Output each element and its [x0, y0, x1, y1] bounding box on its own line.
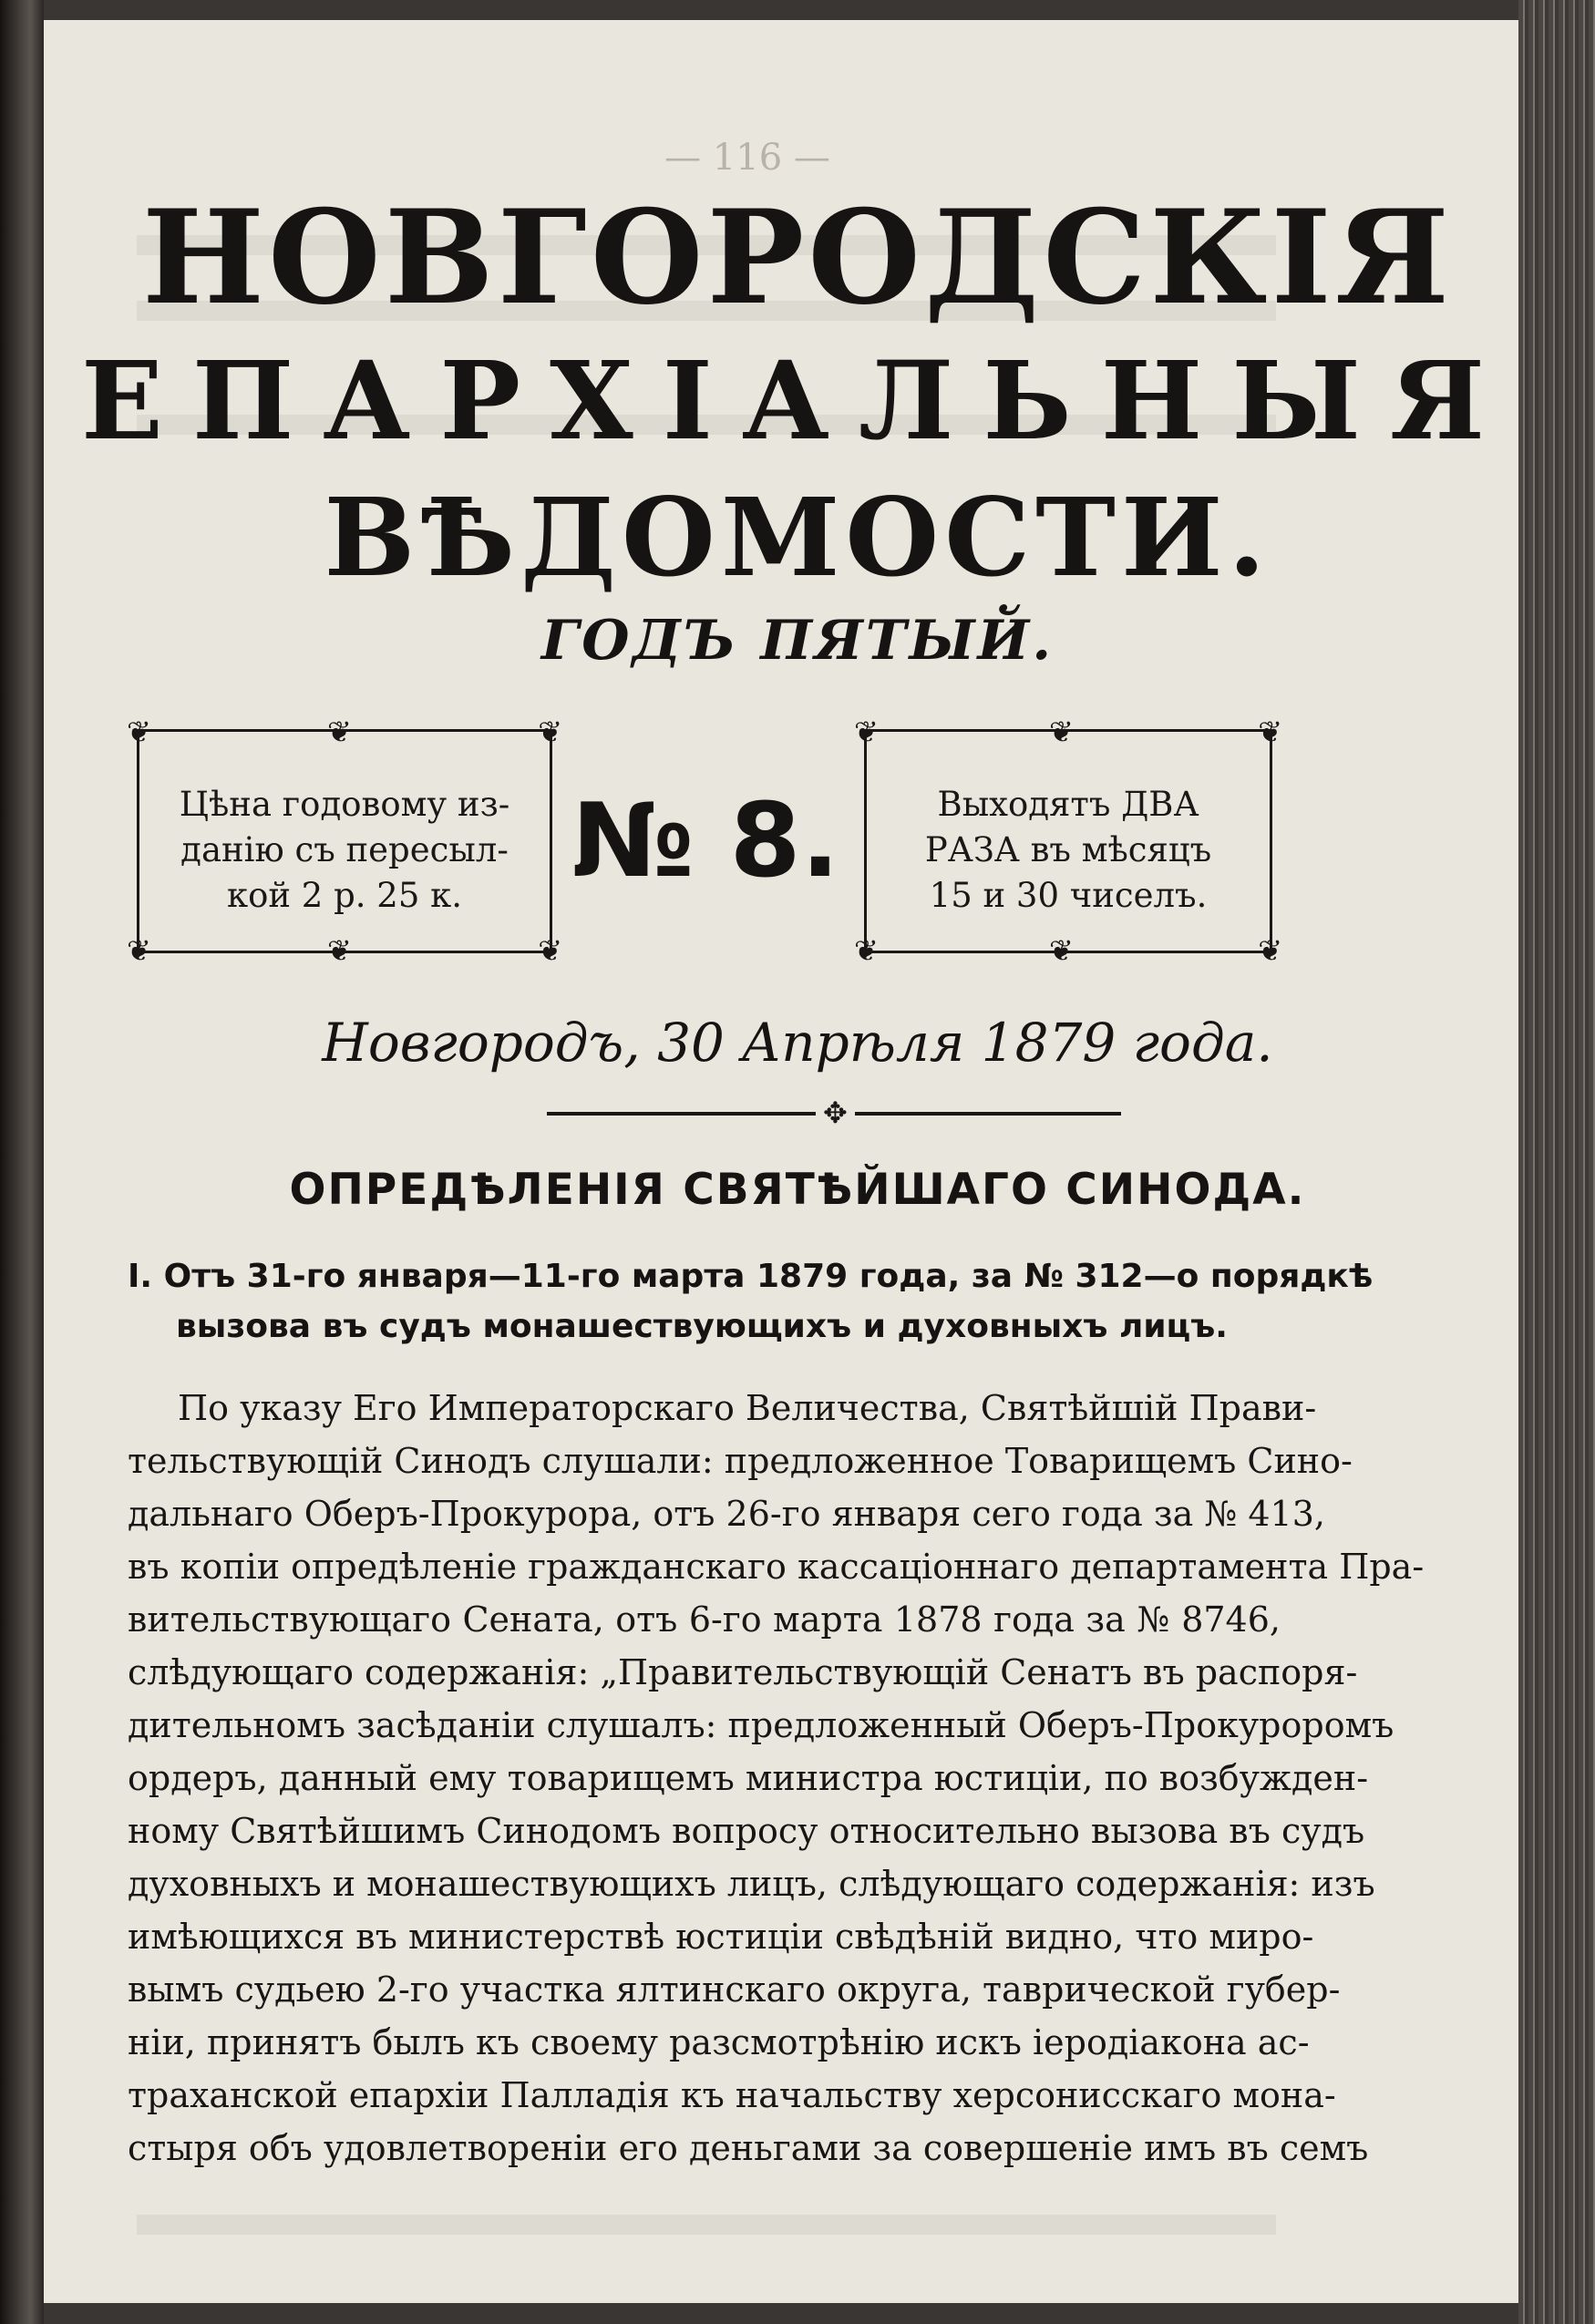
body-line: въ копіи опредѣленіе гражданскаго кассаціоннаго департамента Пра-	[128, 1547, 1425, 1587]
body-line: ніи, принятъ былъ къ своему разсмотрѣнію искъ іеродіакона ас-	[128, 2022, 1310, 2062]
bottom-ornament: ❦	[1049, 933, 1074, 968]
schedule-line: 15 и 30 чиселъ.	[929, 876, 1208, 915]
body-line: духовныхъ и монашествующихъ лицъ, слѣдующаго содержанія: изъ	[128, 1864, 1375, 1904]
price-line: кой 2 р. 25 к.	[226, 876, 463, 915]
body-line: ордеръ, данный ему товарищемъ министра юстиціи, по возбужден-	[128, 1758, 1369, 1798]
corner-ornament: ❦	[1258, 933, 1282, 968]
body-line: ному Святѣйшимъ Синодомъ вопросу относительно вызова въ судъ	[128, 1811, 1365, 1851]
dateline: Новгородъ, 30 Апрѣля 1879 года.	[322, 1012, 1273, 1074]
article-body	[128, 1382, 1425, 2175]
top-ornament: ❦	[327, 715, 352, 749]
body-line: стыря объ удовлетвореніи его деньгами за совершеніе имъ въ семъ	[128, 2128, 1369, 2168]
corner-ornament: ❦	[538, 933, 562, 968]
schedule-line: Выходятъ ДВА	[937, 785, 1199, 824]
corner-ornament: ❦	[538, 715, 562, 749]
corner-ornament: ❦	[127, 933, 151, 968]
schedule-line: РАЗА въ мѣсяцъ	[924, 830, 1212, 869]
schedule-box	[854, 715, 1282, 968]
top-ornament: ❦	[1049, 715, 1074, 749]
body-line: имѣющихся въ министерствѣ юстиціи свѣдѣній видно, что миро-	[128, 1917, 1314, 1957]
body-line: дительномъ засѣданіи слушалъ: предложенный Оберъ-Прокуроромъ	[128, 1705, 1394, 1745]
masthead-title-line-3: ВѢДОМОСТИ.	[324, 474, 1271, 601]
corner-ornament: ❦	[854, 933, 879, 968]
issue-number: № 8.	[571, 782, 840, 900]
price-box	[127, 715, 562, 968]
price-text	[139, 782, 550, 919]
decree-heading-line: вызова въ судъ монашествующихъ и духовныхъ лицъ.	[176, 1308, 1228, 1345]
corner-ornament: ❦	[127, 715, 151, 749]
show-through	[137, 2215, 1276, 2235]
price-line: Цѣна годовому из-	[179, 785, 510, 824]
corner-ornament: ❦	[1258, 715, 1282, 749]
section-title: ОПРЕДѢЛЕНІЯ СВЯТѢЙШАГО СИНОДА.	[289, 1165, 1306, 1215]
body-line: тельствующій Синодъ слушали: предложенное Товарищемъ Сино-	[128, 1441, 1353, 1481]
masthead-title-line-1: НОВГОРОДСКІЯ	[141, 182, 1454, 334]
price-line: данію съ пересыл-	[180, 830, 509, 869]
publication-year: ГОДЪ ПЯТЫЙ.	[540, 609, 1055, 673]
schedule-text	[867, 782, 1270, 919]
page-number: — 116 —	[664, 137, 830, 179]
divider-ornament: ✥	[816, 1097, 855, 1128]
body-line: траханской епархіи Палладія къ начальству херсонисскаго мона-	[128, 2075, 1336, 2115]
body-line: вымъ судьею 2-го участка ялтинскаго округа, таврической губер-	[128, 1969, 1341, 2010]
body-line: слѣдующаго содержанія: „Правительствующій Сенатъ въ распоря-	[128, 1652, 1358, 1692]
corner-ornament: ❦	[854, 715, 879, 749]
decree-heading	[128, 1258, 1374, 1345]
body-line: По указу Его Императорскаго Величества, Святѣйшій Прави-	[178, 1388, 1317, 1428]
decree-heading-line: I. Отъ 31-го января—11-го марта 1879 года, за № 312—о порядкѣ	[128, 1258, 1374, 1295]
body-line: дальнаго Оберъ-Прокурора, отъ 26-го января сего года за № 413,	[128, 1494, 1325, 1534]
masthead-title-line-2: ЕПАРХІАЛЬНЫЯ	[80, 337, 1515, 464]
body-line: вительствующаго Сената, отъ 6-го марта 1878 года за № 8746,	[128, 1599, 1281, 1640]
bottom-ornament: ❦	[327, 933, 352, 968]
